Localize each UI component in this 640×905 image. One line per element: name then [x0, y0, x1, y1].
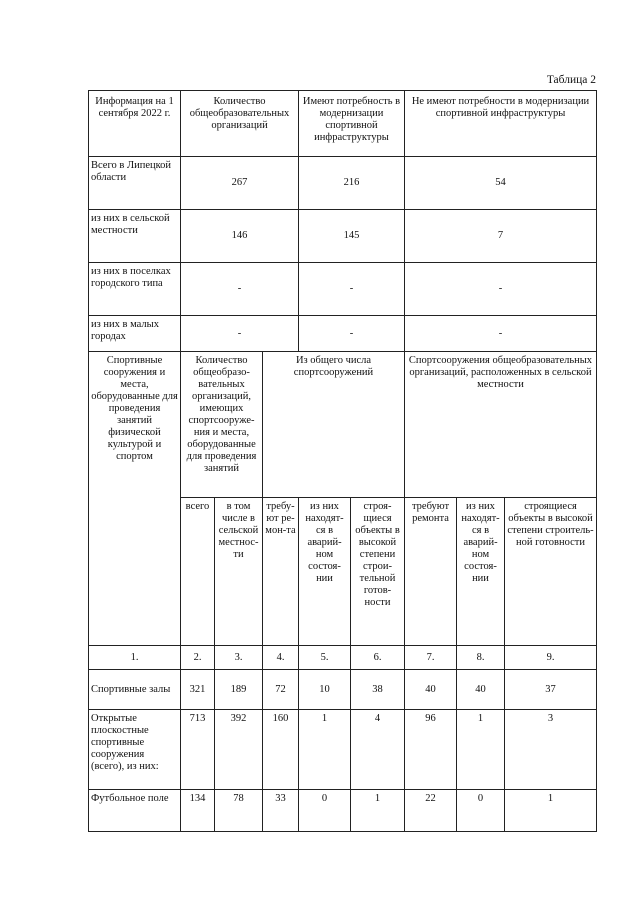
- need-cell: 145: [299, 210, 405, 263]
- table-row: [89, 710, 597, 790]
- org-count-cell: 146: [181, 210, 299, 263]
- table-row: [89, 263, 597, 316]
- value-cell: 4: [351, 710, 405, 790]
- need-cell: -: [299, 263, 405, 316]
- table-row: [89, 670, 597, 710]
- sports-facilities-header: Спортивные сооружения и места, оборудованные для проведения занятий физической культурой и спортом: [89, 352, 181, 646]
- subheader-cell: из них находят-ся в аварий-ном состоя-нии: [299, 498, 351, 646]
- value-cell: 40: [405, 670, 457, 710]
- part1-header-row: [89, 91, 597, 157]
- value-cell: 3: [505, 710, 597, 790]
- value-cell: 72: [263, 670, 299, 710]
- table-caption: Таблица 2: [546, 74, 596, 86]
- no-need-modernization-header: Не имеют потребности в модернизации спортивной инфраструктуры: [405, 91, 597, 157]
- value-cell: 38: [351, 670, 405, 710]
- org-count-cell: -: [181, 263, 299, 316]
- value-cell: 0: [299, 790, 351, 832]
- value-cell: 0: [457, 790, 505, 832]
- subheader-cell: в том числе в сельской местнос-ти: [215, 498, 263, 646]
- subheader-cell: всего: [181, 498, 215, 646]
- value-cell: 37: [505, 670, 597, 710]
- sports-infrastructure-table: [88, 90, 597, 832]
- table-row: [89, 790, 597, 832]
- need-modernization-header: Имеют потребность в модернизации спортивной инфраструктуры: [299, 91, 405, 157]
- subheader-cell: из них находят-ся в аварий-ном состоя-нии: [457, 498, 505, 646]
- row-label: из них в поселках городского типа: [89, 263, 181, 316]
- org-count-header: Количество общеобразовательных организаций: [181, 91, 299, 157]
- subheader-cell: строя-щиеся объекты в высокой степени строи-тельной готов-ности: [351, 498, 405, 646]
- column-number: 4.: [263, 646, 299, 670]
- row-label: Открытые плоскостные спортивные сооружения (всего), из них:: [89, 710, 181, 790]
- value-cell: 392: [215, 710, 263, 790]
- no-need-cell: 7: [405, 210, 597, 263]
- no-need-cell: -: [405, 316, 597, 352]
- column-number: 7.: [405, 646, 457, 670]
- table-row: [89, 157, 597, 210]
- subheader-cell: требуют ремонта: [405, 498, 457, 646]
- row-label: Спортивные залы: [89, 670, 181, 710]
- rural-facilities-header: Спортсооружения общеобразовательных организаций, расположенных в сельской местности: [405, 352, 597, 498]
- table-row: [89, 316, 597, 352]
- row-label: из них в малых городах: [89, 316, 181, 352]
- value-cell: 1: [505, 790, 597, 832]
- column-number: 8.: [457, 646, 505, 670]
- value-cell: 713: [181, 710, 215, 790]
- value-cell: 189: [215, 670, 263, 710]
- value-cell: 1: [351, 790, 405, 832]
- subheader-cell: строящиеся объекты в высокой степени строитель-ной готовности: [505, 498, 597, 646]
- need-cell: 216: [299, 157, 405, 210]
- value-cell: 134: [181, 790, 215, 832]
- info-date-header: Информация на 1 сентября 2022 г.: [89, 91, 181, 157]
- column-number: 2.: [181, 646, 215, 670]
- table-row: [89, 210, 597, 263]
- part2-header-row: [89, 352, 597, 498]
- column-numbers-row: [89, 646, 597, 670]
- need-cell: -: [299, 316, 405, 352]
- org-count-cell: 267: [181, 157, 299, 210]
- no-need-cell: -: [405, 263, 597, 316]
- column-number: 3.: [215, 646, 263, 670]
- org-with-facilities-header: Количество общеобразо-вательных организаций, имеющих спортсооруже-ния и места, оборудованные для проведения занятий: [181, 352, 263, 498]
- value-cell: 78: [215, 790, 263, 832]
- org-count-cell: -: [181, 316, 299, 352]
- value-cell: 96: [405, 710, 457, 790]
- column-number: 6.: [351, 646, 405, 670]
- value-cell: 22: [405, 790, 457, 832]
- value-cell: 40: [457, 670, 505, 710]
- row-label: Футбольное поле: [89, 790, 181, 832]
- no-need-cell: 54: [405, 157, 597, 210]
- value-cell: 10: [299, 670, 351, 710]
- row-label: из них в сельской местности: [89, 210, 181, 263]
- column-number: 9.: [505, 646, 597, 670]
- total-facilities-header: Из общего числа спортсооружений: [263, 352, 405, 498]
- value-cell: 1: [299, 710, 351, 790]
- value-cell: 33: [263, 790, 299, 832]
- column-number: 1.: [89, 646, 181, 670]
- value-cell: 160: [263, 710, 299, 790]
- value-cell: 1: [457, 710, 505, 790]
- subheader-cell: требу-ют ре-мон-та: [263, 498, 299, 646]
- row-label: Всего в Липецкой области: [89, 157, 181, 210]
- column-number: 5.: [299, 646, 351, 670]
- value-cell: 321: [181, 670, 215, 710]
